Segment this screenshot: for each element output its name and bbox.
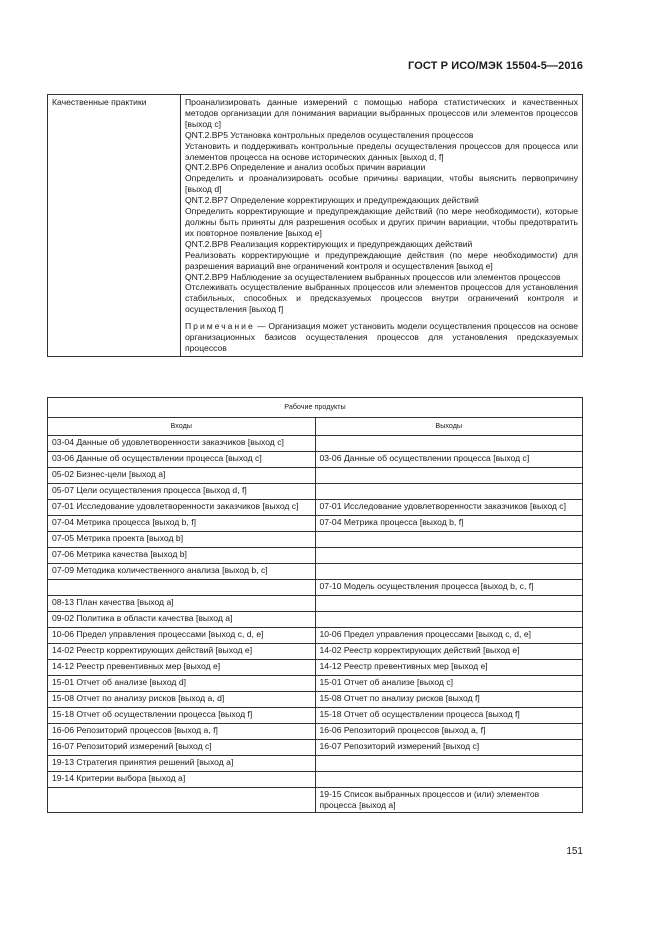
page-number: 151	[566, 846, 583, 857]
input-cell: 07-01 Исследование удовлетворенности заказчиков [выход с]	[48, 499, 316, 515]
input-cell: 07-05 Метрика проекта [выход b]	[48, 531, 316, 547]
practice-line: Установить и поддерживать контрольные пределы осуществления процессов для процесса или элементов процесса на основе исторических данных [выход d, f]	[185, 140, 578, 162]
input-cell: 14-02 Реестр корректирующих действий [выход е]	[48, 643, 316, 659]
output-cell: 15-18 Отчет об осуществлении процесса [выход f]	[315, 707, 583, 723]
input-cell: 09-02 Политика в области качества [выход а]	[48, 611, 316, 627]
input-cell: 10-06 Предел управления процессами [выход с, d, е]	[48, 627, 316, 643]
work-products-header-row	[48, 417, 583, 435]
output-cell	[315, 547, 583, 563]
table-row	[48, 691, 583, 707]
table-row	[48, 435, 583, 451]
work-products-table	[47, 397, 583, 813]
table-row	[48, 515, 583, 531]
table-row	[48, 563, 583, 579]
output-cell	[315, 771, 583, 787]
output-cell: 16-06 Репозиторий процессов [выход а, f]	[315, 723, 583, 739]
table-row	[48, 675, 583, 691]
practice-line: QNT.2.BP7 Определение корректирующих и предупреждающих действий	[185, 195, 479, 206]
practice-line: Определить корректирующие и предупреждающие действий (по мере необходимости), которые должны быть приняты для разрешения особых и других причин вариации, чтобы предотвратить их повторное появление [выход е]	[185, 206, 578, 238]
output-cell	[315, 563, 583, 579]
column-header-inputs: Входы	[48, 417, 316, 435]
work-products-caption-row	[48, 398, 583, 418]
output-cell: 07-01 Исследование удовлетворенности заказчиков [выход с]	[315, 499, 583, 515]
input-cell: 19-13 Стратегия принятия решений [выход а]	[48, 755, 316, 771]
input-cell: 07-06 Метрика качества [выход b]	[48, 547, 316, 563]
practices-label: Качественные практики	[48, 95, 181, 357]
input-cell: 16-07 Репозиторий измерений [выход с]	[48, 739, 316, 755]
table-row	[48, 595, 583, 611]
output-cell: 15-08 Отчет по анализу рисков [выход f]	[315, 691, 583, 707]
work-products-caption: Рабочие продукты	[48, 398, 583, 418]
output-cell: 19-15 Список выбранных процессов и (или) элементов процесса [выход а]	[315, 787, 583, 812]
input-cell: 15-01 Отчет об анализе [выход d]	[48, 675, 316, 691]
input-cell: 05-02 Бизнес-цели [выход а]	[48, 467, 316, 483]
input-cell	[48, 787, 316, 812]
note-text: — Организация может установить модели осуществления процессов на основе организационных базисов осуществления процессов для установления предсказуемых процессов	[185, 321, 578, 353]
table-row	[48, 627, 583, 643]
table-row	[48, 467, 583, 483]
input-cell: 07-09 Методика количественного анализа [выход b, с]	[48, 563, 316, 579]
input-cell: 05-07 Цели осуществления процесса [выход d, f]	[48, 483, 316, 499]
practice-line: QNT.2.BP8 Реализация корректирующих и предупреждающих действий	[185, 238, 473, 249]
output-cell: 03-06 Данные об осуществлении процесса [выход с]	[315, 451, 583, 467]
output-cell	[315, 483, 583, 499]
input-cell	[48, 579, 316, 595]
table-row	[48, 547, 583, 563]
practice-line: QNT.2.BP6 Определение и анализ особых причин вариации	[185, 162, 426, 173]
practice-line: Реализовать корректирующие и предупреждающие действия (по мере необходимости) для разрешения вариаций вне ограничений контроля и осуществления [выход е]	[185, 249, 578, 271]
input-cell: 03-06 Данные об осуществлении процесса [выход с]	[48, 451, 316, 467]
output-cell: 16-07 Репозиторий измерений [выход с]	[315, 739, 583, 755]
column-header-outputs: Выходы	[315, 417, 583, 435]
input-cell: 16-06 Репозиторий процессов [выход а, f]	[48, 723, 316, 739]
table-row	[48, 611, 583, 627]
practice-line: Отслеживать осуществление выбранных процессов или элементов процессов для установления стабильных, способных и предсказуемых процессов внутри ограничений контроля и осуществления [выход f]	[185, 282, 578, 315]
output-cell: 10-06 Предел управления процессами [выход с, d, е]	[315, 627, 583, 643]
table-row	[48, 451, 583, 467]
output-cell	[315, 611, 583, 627]
input-cell: 15-08 Отчет по анализу рисков [выход а, d]	[48, 691, 316, 707]
table-row	[48, 771, 583, 787]
table-row	[48, 755, 583, 771]
output-cell: 14-02 Реестр корректирующих действий [выход е]	[315, 643, 583, 659]
practice-line: QNT.2.BP5 Установка контрольных пределов осуществления процессов	[185, 129, 474, 140]
output-cell	[315, 467, 583, 483]
table-row	[48, 643, 583, 659]
output-cell	[315, 531, 583, 547]
table-row	[48, 707, 583, 723]
input-cell: 19-14 Критерии выбора [выход а]	[48, 771, 316, 787]
practices-row	[48, 95, 583, 357]
practice-line: Проанализировать данные измерений с помощью набора статистических и качественных методов организации для понимания вариации выбранных процессов или элементов процессов [выход с]	[185, 97, 578, 129]
input-cell: 07-04 Метрика процесса [выход b, f]	[48, 515, 316, 531]
table-row	[48, 499, 583, 515]
practice-line: Определить и проанализировать особые причины вариации, чтобы выяснить первопричину [выход d]	[185, 173, 578, 195]
table-row	[48, 739, 583, 755]
practices-table	[47, 94, 583, 357]
input-cell: 14-12 Реестр превентивных мер [выход е]	[48, 659, 316, 675]
table-row	[48, 483, 583, 499]
practice-note	[185, 321, 578, 354]
table-row	[48, 787, 583, 812]
input-cell: 15-18 Отчет об осуществлении процесса [выход f]	[48, 707, 316, 723]
practice-line: QNT.2.BP9 Наблюдение за осуществлением выбранных процессов или элементов процессов	[185, 271, 561, 282]
output-cell: 15-01 Отчет об анализе [выход с]	[315, 675, 583, 691]
input-cell: 08-13 План качества [выход а]	[48, 595, 316, 611]
note-label: Примечание	[185, 321, 255, 332]
table-row	[48, 659, 583, 675]
table-row	[48, 723, 583, 739]
output-cell	[315, 435, 583, 451]
output-cell	[315, 595, 583, 611]
table-row	[48, 531, 583, 547]
output-cell: 07-04 Метрика процесса [выход b, f]	[315, 515, 583, 531]
input-cell: 03-04 Данные об удовлетворенности заказчиков [выход с]	[48, 435, 316, 451]
output-cell: 07-10 Модель осуществления процесса [выход b, c, f]	[315, 579, 583, 595]
document-header: ГОСТ Р ИСО/МЭК 15504-5—2016	[408, 60, 583, 72]
practices-text	[181, 95, 583, 357]
output-cell	[315, 755, 583, 771]
work-products-body	[48, 435, 583, 812]
output-cell: 14-12 Реестр превентивных мер [выход е]	[315, 659, 583, 675]
table-row	[48, 579, 583, 595]
